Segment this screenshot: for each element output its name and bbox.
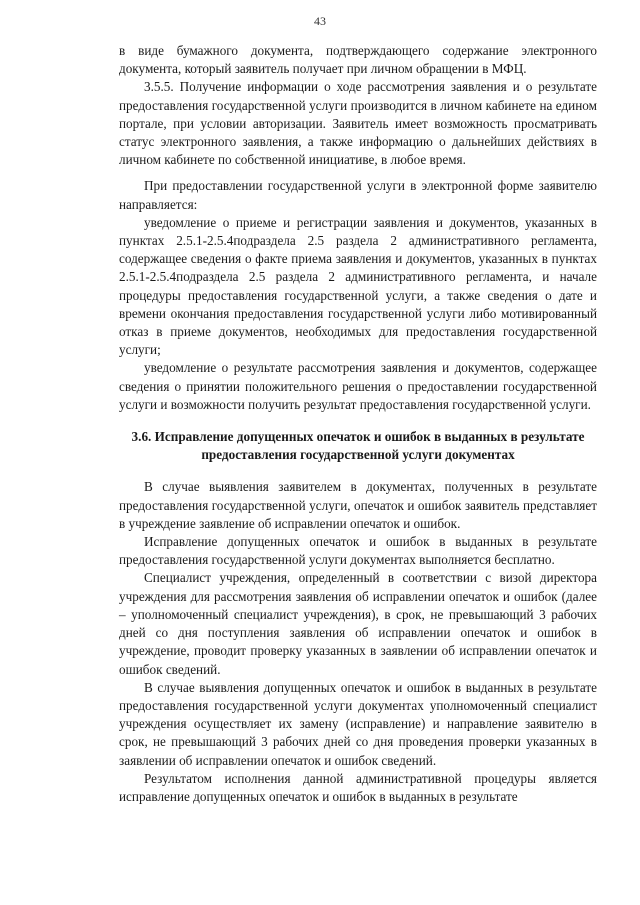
paragraph-specialist-check: Специалист учреждения, определенный в соответствии с визой директора учреждения для рассмотрения заявления об исправлении опечаток и ошибок (далее – уполномоченный специалист учреждения), в срок, не превышающий 3 рабочих дней со дня поступления заявления об исправлении опечаток и ошибок в учреждение, проводит проверку указанных в заявлении об исправлении опечаток и ошибок сведений.: [119, 570, 597, 677]
paragraph-error-detection: В случае выявления заявителем в документах, полученных в результате предоставления государственной услуги, опечаток и ошибок заявитель представляет в учреждение заявление об исправлении опечаток и ошибок.: [119, 479, 597, 531]
paragraph-3-5-5: 3.5.5. Получение информации о ходе рассмотрения заявления и о результате предоставления государственной услуги производится в личном кабинете на едином портале, при условии авторизации. Заявитель имеет возможность просматривать статус электронного заявления, а также информацию о дальнейших действиях в личном кабинете по собственной инициативе, в любое время.: [119, 79, 597, 168]
paragraph-result-notification: уведомление о результате рассмотрения заявления и документов, содержащее сведения о принятии положительного решения о предоставлении государственной услуги и возможности получить результат предоставления государственной услуги.: [119, 360, 597, 412]
paragraph-procedure-result: Результатом исполнения данной административной процедуры является исправление допущенных опечаток и ошибок в выданных в результате: [119, 770, 597, 804]
paragraph-electronic-notice-intro: При предоставлении государственной услуги в электронной форме заявителю направляется:: [119, 178, 597, 212]
document-body: [119, 42, 597, 806]
section-heading-3-6: 3.6. Исправление допущенных опечаток и ошибок в выданных в результате предоставления государственной услуги документах: [131, 429, 585, 463]
paragraph-free-correction: Исправление допущенных опечаток и ошибок в выданных в результате предоставления государственной услуги документах выполняется бесплатно.: [119, 534, 597, 568]
paragraph-receipt-notification: уведомление о приеме и регистрации заявления и документов, указанных в пунктах 2.5.1-2.5.4подраздела 2.5 раздела 2 административного регламента, содержащее сведения о факте приема заявления и документов, указанных в пунктах 2.5.1-2.5.4подраздела 2.5 раздела 2 административного регламента, и начале процедуры предоставления государственной услуги, а также сведения о дате и времени окончания предоставления государственной услуги либо мотивированный отказ в приеме документов, необходимых для предоставления государственной услуги;: [119, 214, 597, 358]
paragraph-continuation: в виде бумажного документа, подтверждающего содержание электронного документа, который заявитель получает при личном обращении в МФЦ.: [119, 43, 597, 77]
page-number: 43: [314, 14, 326, 28]
paragraph-replacement: В случае выявления допущенных опечаток и ошибок в выданных в результате предоставления государственной услуги документах уполномоченный специалист учреждения осуществляет их замену (исправление) и направление заявителю в срок, не превышающий 3 рабочих дней со дня проведения проверки указанных в заявлении об исправлении опечаток и ошибок сведений.: [119, 679, 597, 768]
